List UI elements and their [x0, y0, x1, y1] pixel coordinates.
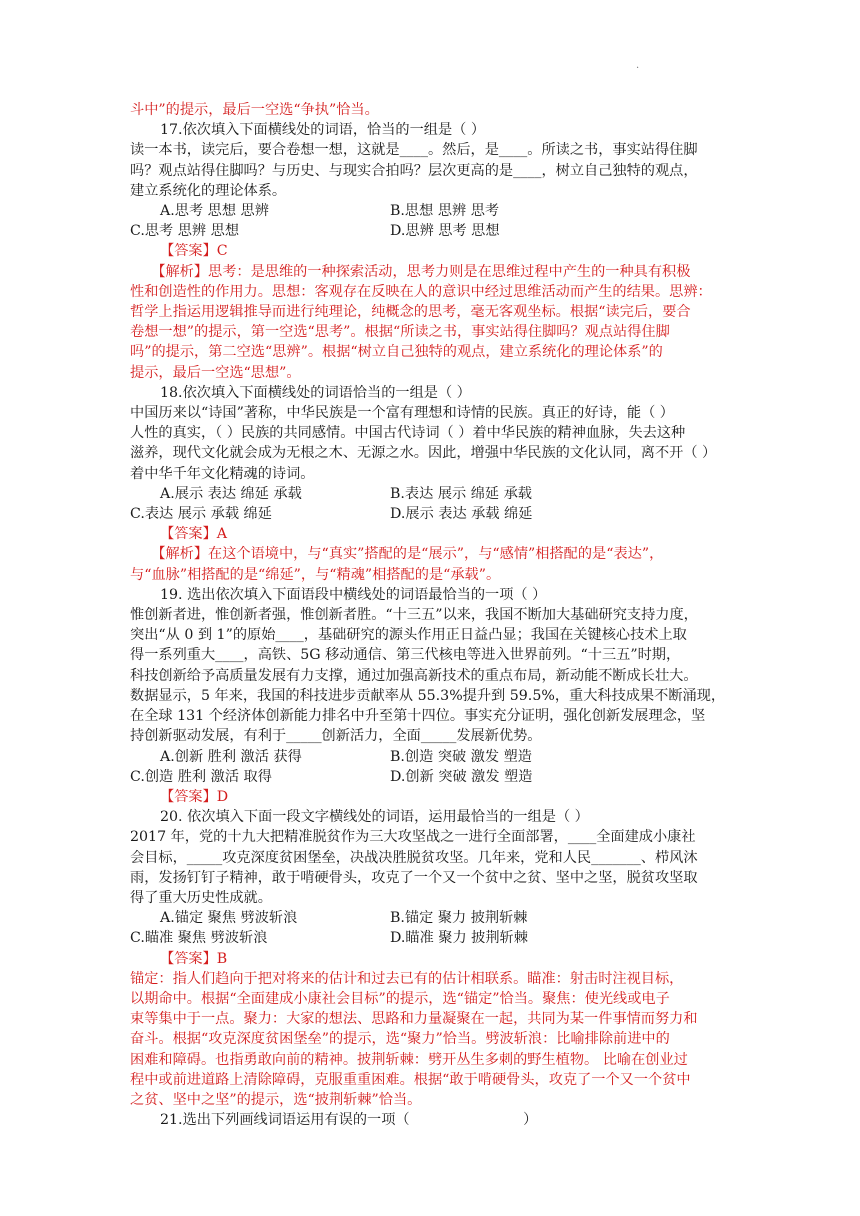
text-line: 【答案】C — [160, 243, 228, 260]
text-block — [130, 262, 730, 383]
answer-option: C.瞄准 聚焦 劈波斩浪 — [130, 930, 268, 947]
answer-option: B.表达 展示 绵延 承载 — [390, 485, 532, 502]
text-line: 21.选出下列画线词语运用有误的一项（ ） — [160, 1112, 538, 1129]
text-line: 锚定：指人们趋向于把对将来的估计和过去已有的估计相联系。瞄准：射击时注视目标， — [130, 970, 684, 987]
answer-option: D.瞄准 聚力 披荆斩棘 — [390, 930, 528, 947]
text-block — [130, 949, 730, 969]
options-row — [130, 908, 730, 928]
options-row — [130, 504, 730, 524]
answer-option: A.展示 表达 绵延 承载 — [160, 485, 302, 502]
text-block — [130, 403, 730, 484]
answer-option: B.思想 思辨 思考 — [390, 203, 500, 220]
text-block — [130, 524, 730, 544]
text-line: 束等集中于一点。聚力：大家的想法、思路和力量凝聚在一起，共同为某一件事情而努力和 — [130, 1011, 698, 1028]
text-line: 科技创新给予高质量发展有力支撑，通过加强高新技术的重点布局，新动能不断成长壮大。 — [130, 667, 698, 684]
answer-option: D.创新 突破 激发 塑造 — [390, 768, 533, 785]
header-dot: . — [636, 60, 640, 71]
text-block — [130, 807, 730, 827]
text-block — [130, 120, 730, 140]
text-block — [130, 100, 730, 120]
text-line: 以期命中。根据“全面建成小康社会目标”的提示，选“锚定”恰当。聚焦：使光线或电子 — [130, 990, 670, 1007]
options-row — [130, 767, 730, 787]
text-line: 【答案】D — [160, 788, 229, 805]
text-block — [130, 383, 730, 403]
text-line: 在全球 131 个经济体创新能力排名中升至第十四位。事实充分证明，强化创新发展理念，坚 — [130, 708, 706, 725]
text-line: 数据显示，5 年来，我国的科技进步贡献率从 55.3%提升到 59.5%，重大科技成果不断涌现， — [130, 687, 726, 704]
text-line: 着中华千年文化精魂的诗词。 — [130, 465, 315, 482]
text-line: 得一系列重大____，高铁、5G 移动通信、第三代核电等进入世界前列。“十三五”时期， — [130, 647, 681, 664]
text-line: 建立系统化的理论体系。 — [130, 182, 287, 199]
text-line: 18.依次填入下面横线处的词语恰当的一组是（ ） — [160, 384, 471, 401]
answer-option: B.创造 突破 激发 塑造 — [390, 748, 532, 765]
text-line: 吗”的提示，第二空选“思辨”。根据“树立自己独特的观点，建立系统化的理论体系”的 — [130, 344, 663, 361]
text-line: 17.依次填入下面横线处的词语，恰当的一组是（ ） — [160, 122, 486, 139]
text-line: 突出“从 0 到 1”的原始____，基础研究的源头作用正日益凸显；我国在关键核心技术上取 — [130, 627, 687, 644]
text-line: 奋斗。根据“攻克深度贫困堡垒”的提示，选“聚力”恰当。劈波斩浪：比喻排除前进中的 — [130, 1031, 670, 1048]
text-line: 提示，最后一空选“思想”。 — [130, 364, 301, 381]
answer-option: A.思考 思想 思辨 — [160, 203, 269, 220]
answer-option: D.展示 表达 承载 绵延 — [390, 506, 533, 523]
options-row — [130, 201, 730, 221]
answer-option: A.锚定 聚焦 劈波斩浪 — [160, 910, 298, 927]
text-line: 【解析】思考：是思维的一种探索活动，思考力则是在思维过程中产生的一种具有积极 — [130, 263, 691, 280]
text-line: 得了重大历史性成就。 — [130, 889, 272, 906]
text-line: 【答案】B — [160, 950, 228, 967]
text-line: 与“血脉”相搭配的是“绵延”，与“精魂”相搭配的是“承载”。 — [130, 566, 501, 583]
text-block — [130, 241, 730, 261]
text-line: 滋养，现代文化就会成为无根之木、无源之水。因此，增强中华民族的文化认同，离不开（ ） — [130, 445, 717, 462]
text-line: 性和创造性的作用力。思想：客观存在反映在人的意识中经过思维活动而产生的结果。思辨： — [130, 283, 712, 300]
text-line: 【解析】在这个语境中，与“真实”搭配的是“展示”，与“感情”相搭配的是“表达”， — [130, 546, 664, 563]
text-line: 中国历来以“诗国”著称，中华民族是一个富有理想和诗情的民族。真正的好诗，能（ ） — [130, 405, 674, 422]
text-block — [130, 1110, 730, 1130]
answer-option: C.思考 思辨 思想 — [130, 223, 240, 240]
text-line: 2017 年，党的十九大把精准脱贫作为三大攻坚战之一进行全面部署，____全面建成小康社 — [130, 829, 696, 846]
text-line: 19. 选出依次填入下面语段中横线处的词语最恰当的一项（ ） — [160, 586, 547, 603]
text-line: 会目标，_____攻克深度贫困堡垒，决战决胜脱贫攻坚。几年来，党和人民_______、栉风沐 — [130, 849, 698, 866]
text-line: 人性的真实，（ ）民族的共同感情。中国古代诗词（ ）着中华民族的精神血脉，失去这种 — [130, 425, 686, 442]
text-line: 惟创新者进，惟创新者强，惟创新者胜。“十三五”以来，我国不断加大基础研究支持力度， — [130, 607, 698, 624]
text-line: 持创新驱动发展，有利于_____创新活力，全面_____发展新优势。 — [130, 728, 542, 745]
text-line: 程中或前进道路上清除障碍，克服重重困难。根据“敢于啃硬骨头，攻克了一个又一个贫中 — [130, 1071, 691, 1088]
options-row — [130, 221, 730, 241]
options-row — [130, 747, 730, 767]
text-line: 斗中”的提示，最后一空选“争执”恰当。 — [130, 102, 379, 118]
text-block — [130, 605, 730, 746]
text-line: 吗？观点站得住脚吗？与历史、与现实合拍吗？层次更高的是____，树立自己独特的观点， — [130, 162, 698, 179]
document-page — [130, 100, 730, 1130]
text-line: 困难和障碍。也指勇敢向前的精神。披荆斩棘：劈开丛生多刺的野生植物。 比喻在创业过 — [130, 1051, 688, 1068]
text-line: 雨，发扬钉钉子精神，敢于啃硬骨头，攻克了一个又一个贫中之贫、坚中之坚，脱贫攻坚取 — [130, 869, 698, 886]
text-line: 卷想一想”的提示，第一空选“思考”。根据“所读之书，事实站得住脚吗？观点站得住脚 — [130, 324, 670, 341]
answer-option: C.创造 胜利 激活 取得 — [130, 768, 272, 785]
text-block — [130, 969, 730, 1110]
answer-option: D.思辨 思考 思想 — [390, 223, 500, 240]
text-line: 【答案】A — [160, 526, 227, 543]
options-row — [130, 484, 730, 504]
text-block — [130, 585, 730, 605]
text-block — [130, 827, 730, 908]
text-line: 哲学上指运用逻辑推导而进行纯理论，纯概念的思考，毫无客观坐标。根据“读完后，要合 — [130, 304, 691, 321]
text-block — [130, 787, 730, 807]
options-row — [130, 928, 730, 948]
text-line: 20. 依次填入下面一段文字横线处的词语，运用最恰当的一组是（ ） — [160, 809, 589, 826]
answer-option: C.表达 展示 承载 绵延 — [130, 506, 272, 523]
text-line: 之贫、坚中之坚”的提示，选“披荆斩棘”恰当。 — [130, 1091, 422, 1108]
text-block — [130, 140, 730, 201]
answer-option: B.锚定 聚力 披荆斩棘 — [390, 910, 528, 927]
text-line: 读一本书，读完后，要合卷想一想，这就是____。然后，是____。所读之书，事实站得住脚 — [130, 142, 698, 159]
text-block — [130, 544, 730, 584]
answer-option: A.创新 胜利 激活 获得 — [160, 748, 302, 765]
